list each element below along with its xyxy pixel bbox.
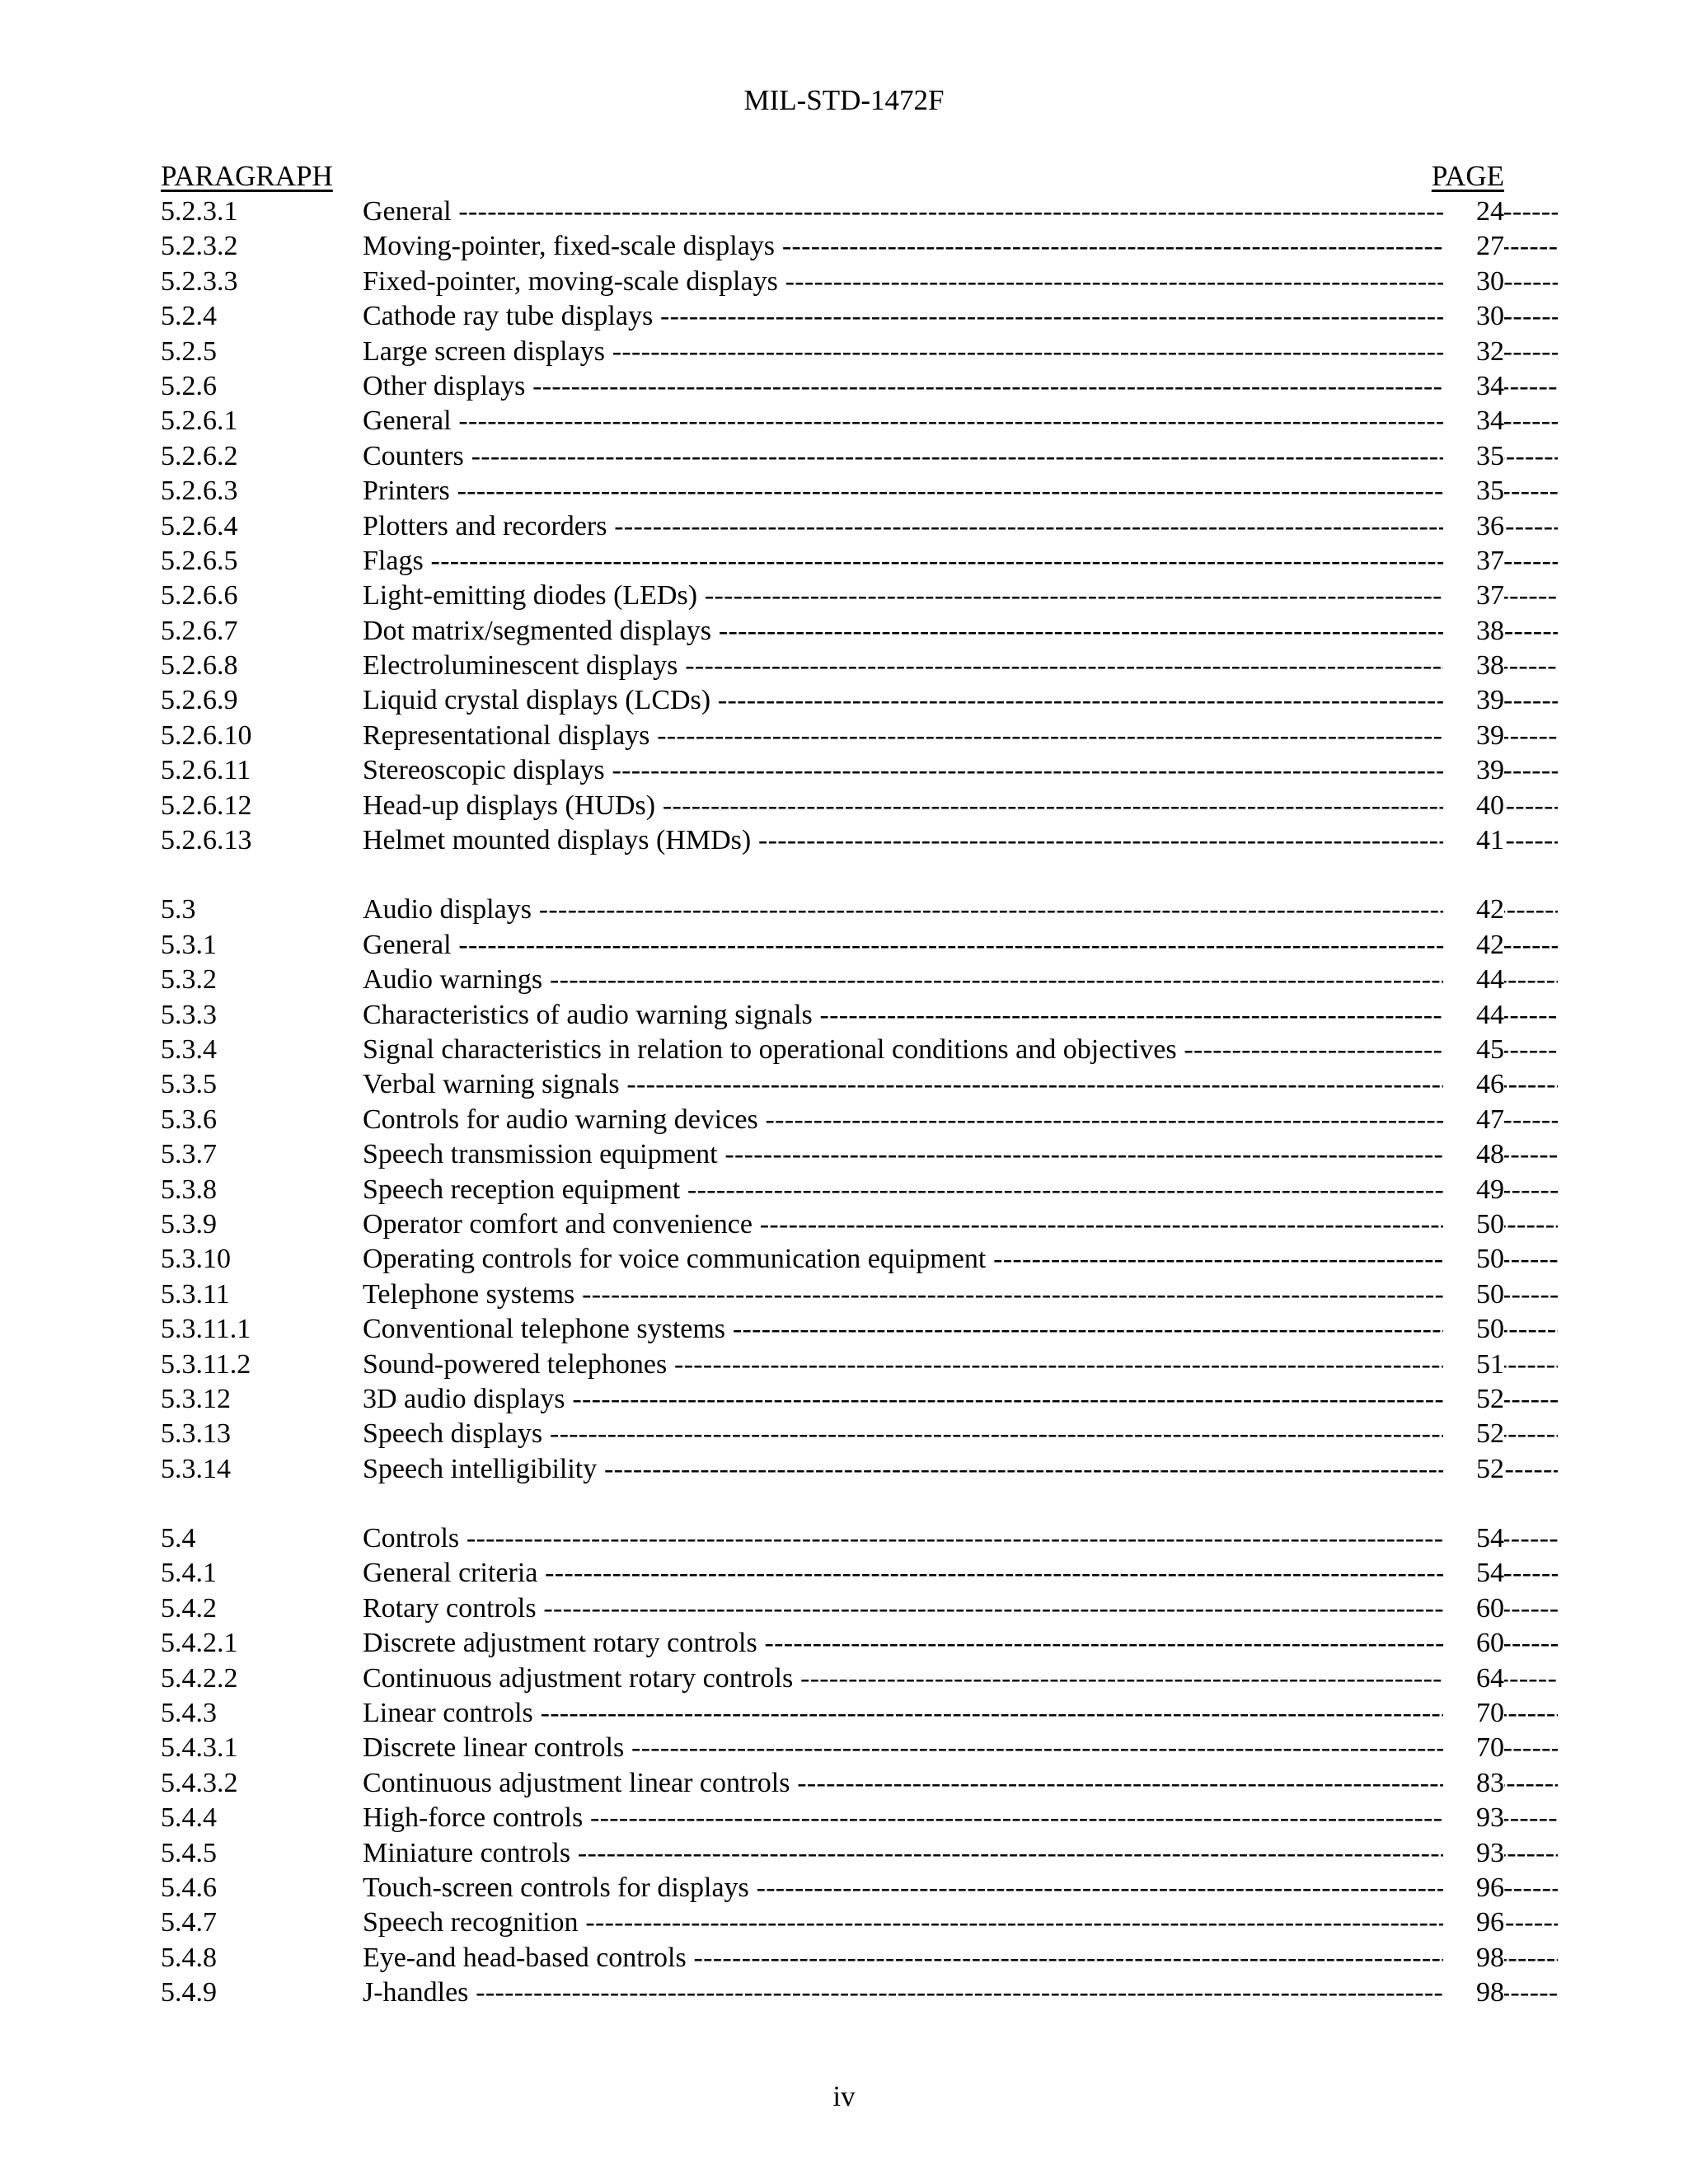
toc-entry-title: Dot matrix/segmented displays ----- [363, 614, 1558, 649]
toc-entry [161, 1731, 1504, 1765]
toc-entry-page: 40 [1443, 789, 1504, 823]
toc-entry-title: Continuous adjustment linear controls ----- [363, 1766, 1558, 1801]
toc-entry-page: 37 [1443, 579, 1504, 613]
toc-entry-title: Liquid crystal displays (LCDs) ----- [363, 683, 1558, 718]
toc-entry-page: 34 [1443, 404, 1504, 438]
toc-entry [161, 404, 1504, 438]
toc-entry [161, 998, 1504, 1033]
toc-entry-page: 37 [1443, 544, 1504, 579]
toc-entry-number: 5.2.6.8 [161, 650, 238, 682]
toc-entry-title: Sound-powered telephones ----- [363, 1347, 1558, 1382]
toc-entry [161, 474, 1504, 509]
toc-entry-title: Signal characteristics in relation to operational conditions and objectives ----- [363, 1033, 1558, 1067]
toc-entry [161, 963, 1504, 997]
toc-entry-number: 5.3.9 [161, 1208, 217, 1240]
toc-entry-title: J-handles ----- [363, 1975, 1558, 2010]
toc-entry-page: 50 [1443, 1277, 1504, 1312]
toc-entry-number: 5.3.14 [161, 1453, 231, 1484]
toc-entry-number: 5.3.11.1 [161, 1314, 251, 1345]
toc-entry [161, 683, 1504, 718]
toc-entry-title: Cathode ray tube displays ----- [363, 299, 1558, 334]
toc-entry-page: 70 [1443, 1731, 1504, 1765]
toc-entry [161, 719, 1504, 753]
toc-entry-number: 5.4.2.1 [161, 1628, 238, 1659]
toc-entry-title: Controls for audio warning devices ----- [363, 1103, 1558, 1137]
toc-entry-page: 64 [1443, 1661, 1504, 1696]
toc-entry-title: Continuous adjustment rotary controls ----- [363, 1661, 1558, 1696]
toc-entry-page: 39 [1443, 753, 1504, 788]
toc-entry-page: 70 [1443, 1696, 1504, 1731]
toc-entry [161, 369, 1504, 404]
toc-entry-title: Speech reception equipment ----- [363, 1173, 1558, 1207]
toc-entry-title: Characteristics of audio warning signals ----- [363, 998, 1558, 1033]
toc-entry [161, 1173, 1504, 1207]
toc-entry-page: 93 [1443, 1836, 1504, 1871]
toc-entry-page: 44 [1443, 998, 1504, 1033]
toc-entry-page: 51 [1443, 1347, 1504, 1382]
toc-entry [161, 544, 1504, 579]
toc-entry-title: Moving-pointer, fixed-scale displays ----- [363, 229, 1558, 264]
toc-entry-page: 54 [1443, 1521, 1504, 1556]
toc-entry-page: 96 [1443, 1905, 1504, 1940]
toc-entry [161, 1626, 1504, 1661]
toc-entry-page: 93 [1443, 1801, 1504, 1835]
toc-entry-number: 5.2.6.1 [161, 405, 238, 437]
toc-entry-number: 5.2.6.10 [161, 719, 252, 751]
toc-entry-number: 5.4.1 [161, 1558, 217, 1589]
toc-entry-page: 48 [1443, 1137, 1504, 1172]
toc-entry [161, 1975, 1504, 2010]
toc-entry-number: 5.4 [161, 1523, 196, 1554]
toc-entry [161, 1941, 1504, 1975]
toc-entry-page: 44 [1443, 963, 1504, 997]
toc-entry-page: 39 [1443, 683, 1504, 718]
toc-entry-number: 5.2.3.2 [161, 231, 238, 262]
toc-entry [161, 1871, 1504, 1905]
toc-entry [161, 1033, 1504, 1067]
toc-entry-page: 54 [1443, 1556, 1504, 1591]
toc-entry-page: 50 [1443, 1312, 1504, 1347]
toc-entry [161, 753, 1504, 788]
toc-entry-title: Telephone systems ----- [363, 1277, 1558, 1312]
toc-entry-number: 5.2.6.12 [161, 790, 252, 821]
toc-entry [161, 1836, 1504, 1871]
toc-entry-title: Other displays ----- [363, 369, 1558, 404]
toc-entry [161, 265, 1504, 299]
toc-entry-title: Speech displays ----- [363, 1417, 1558, 1451]
toc-entry-title: High-force controls ----- [363, 1801, 1558, 1835]
toc-entry-title: Counters ----- [363, 439, 1558, 474]
toc-entry-title: Conventional telephone systems ----- [363, 1312, 1558, 1347]
toc-entry-number: 5.4.3 [161, 1698, 217, 1729]
toc-entry-page: 50 [1443, 1207, 1504, 1242]
toc-entry-page: 34 [1443, 369, 1504, 404]
toc-entry-number: 5.2.5 [161, 335, 217, 367]
toc-entry-number: 5.2.3.3 [161, 265, 238, 297]
toc-entry-page: 42 [1443, 893, 1504, 927]
toc-entry-page: 50 [1443, 1242, 1504, 1277]
toc-entry [161, 1277, 1504, 1312]
toc-entry-number: 5.2.6.5 [161, 545, 238, 576]
toc-entry-page: 41 [1443, 823, 1504, 858]
toc-entry-number: 5.2.6.4 [161, 510, 238, 541]
toc-entry-number: 5.3.11.2 [161, 1348, 251, 1380]
toc-entry-title: Audio warnings ----- [363, 963, 1558, 997]
toc-entry-page: 38 [1443, 614, 1504, 649]
toc-entry-number: 5.3.4 [161, 1033, 217, 1065]
toc-entry-title: Speech intelligibility ----- [363, 1452, 1558, 1487]
toc-entry [161, 1207, 1504, 1242]
toc-entry [161, 509, 1504, 544]
toc-entry [161, 229, 1504, 264]
toc-entry-number: 5.2.6.11 [161, 755, 251, 786]
toc-entry-page: 98 [1443, 1975, 1504, 2010]
toc-entry-page: 39 [1443, 719, 1504, 753]
toc-entry-title: Operating controls for voice communication equipment ----- [363, 1242, 1558, 1277]
toc-entry-page: 96 [1443, 1871, 1504, 1905]
toc-entry-page: 30 [1443, 265, 1504, 299]
toc-entry-number: 5.4.3.1 [161, 1732, 238, 1764]
toc-entry-title: Head-up displays (HUDs) ----- [363, 789, 1558, 823]
toc-entry-title: General ----- [363, 928, 1558, 963]
toc-entry [161, 299, 1504, 334]
toc-entry [161, 1312, 1504, 1347]
toc-entry-number: 5.4.6 [161, 1872, 217, 1903]
toc-entry-title: Eye-and head-based controls ----- [363, 1941, 1558, 1975]
toc-entry [161, 1103, 1504, 1137]
toc-entry [161, 1417, 1504, 1451]
toc-entry-page: 35 [1443, 439, 1504, 474]
toc-entry-title: Controls ----- [363, 1521, 1558, 1556]
toc-entry-title: Flags ----- [363, 544, 1558, 579]
toc-entry-page: 83 [1443, 1766, 1504, 1801]
toc-entry-title: Large screen displays ----- [363, 335, 1558, 369]
toc-entry [161, 789, 1504, 823]
toc-entry-title: Speech transmission equipment ----- [363, 1137, 1558, 1172]
toc-entry-page: 60 [1443, 1626, 1504, 1661]
toc-entry-page: 60 [1443, 1591, 1504, 1626]
toc-entry-number: 5.2.6.2 [161, 440, 238, 471]
toc-entry [161, 1452, 1504, 1487]
toc-entry-page: 52 [1443, 1452, 1504, 1487]
toc-entry [161, 1382, 1504, 1417]
toc-entry-title: 3D audio displays ----- [363, 1382, 1558, 1417]
toc-entry-title: Touch-screen controls for displays ----- [363, 1871, 1558, 1905]
toc-entry-title: Operator comfort and convenience ----- [363, 1207, 1558, 1242]
toc-entry-number: 5.2.4 [161, 301, 217, 332]
toc-entry-number: 5.3.2 [161, 964, 217, 996]
toc-entry-number: 5.3.7 [161, 1139, 217, 1170]
toc-entry-page: 30 [1443, 299, 1504, 334]
toc-entry-title: Helmet mounted displays (HMDs) ----- [363, 823, 1558, 858]
toc-entry-page: 32 [1443, 335, 1504, 369]
toc-entry-number: 5.2.6.7 [161, 615, 238, 646]
toc-entry-number: 5.2.3.1 [161, 196, 238, 227]
toc-entry [161, 1905, 1504, 1940]
toc-entry-number: 5.4.5 [161, 1837, 217, 1868]
toc-entry-title: General ----- [363, 194, 1558, 229]
toc-entry [161, 1556, 1504, 1591]
toc-entry [161, 1801, 1504, 1835]
toc-entry [161, 194, 1504, 229]
paragraph-column-header: PARAGRAPH [161, 160, 333, 192]
toc-entry-title: Representational displays ----- [363, 719, 1558, 753]
toc-entry-title: General ----- [363, 404, 1558, 438]
toc-entry-number: 5.3.5 [161, 1069, 217, 1100]
toc-entry-title: Speech recognition ----- [363, 1905, 1558, 1940]
toc-entry [161, 335, 1504, 369]
toc-entry-title: Electroluminescent displays ----- [363, 649, 1558, 683]
toc-entry-title: Fixed-pointer, moving-scale displays ----- [363, 265, 1558, 299]
toc-entry-number: 5.4.4 [161, 1802, 217, 1834]
toc-entry-page: 45 [1443, 1033, 1504, 1067]
toc-section [161, 1521, 1504, 2010]
toc-entry-page: 98 [1443, 1941, 1504, 1975]
page-number-footer: iv [832, 2080, 856, 2112]
toc-entry-number: 5.3.13 [161, 1418, 231, 1450]
toc-entry-page: 52 [1443, 1417, 1504, 1451]
toc-entry-number: 5.2.6.6 [161, 580, 238, 612]
toc-entry [161, 893, 1504, 927]
toc-entry-page: 36 [1443, 509, 1504, 544]
toc-entry-page: 49 [1443, 1173, 1504, 1207]
toc-entry-page: 38 [1443, 649, 1504, 683]
toc-entry-title: General criteria ----- [363, 1556, 1558, 1591]
toc-entry-page: 42 [1443, 928, 1504, 963]
toc-entry-number: 5.2.6 [161, 370, 217, 401]
toc-entry [161, 614, 1504, 649]
toc-entry-page: 47 [1443, 1103, 1504, 1137]
toc-entry-page: 52 [1443, 1382, 1504, 1417]
toc-entry-title: Audio displays ----- [363, 893, 1558, 927]
document-id-header: MIL-STD-1472F [743, 84, 945, 116]
toc-entry [161, 1067, 1504, 1102]
toc-entry-title: Printers ----- [363, 474, 1558, 509]
toc-entry-number: 5.3.3 [161, 999, 217, 1030]
toc-entry-number: 5.4.9 [161, 1977, 217, 2008]
toc-entry-title: Miniature controls ----- [363, 1836, 1558, 1871]
toc-entry-number: 5.4.2.2 [161, 1662, 238, 1694]
toc-entry [161, 1347, 1504, 1382]
toc-section [161, 194, 1504, 858]
toc-entry-number: 5.4.3.2 [161, 1767, 238, 1798]
page-column-header: PAGE [1431, 160, 1504, 192]
toc-entry [161, 1521, 1504, 1556]
toc-entry [161, 1661, 1504, 1696]
toc-entry [161, 1242, 1504, 1277]
toc-entry-title: Verbal warning signals ----- [363, 1067, 1558, 1102]
toc-entry-number: 5.2.6.3 [161, 476, 238, 507]
toc-entry [161, 1696, 1504, 1731]
toc-entry-number: 5.3.6 [161, 1104, 217, 1135]
toc-entry-title: Discrete linear controls ----- [363, 1731, 1558, 1765]
toc-entry-page: 35 [1443, 474, 1504, 509]
toc-entry [161, 928, 1504, 963]
toc-entry-title: Plotters and recorders ----- [363, 509, 1558, 544]
toc-entry [161, 1766, 1504, 1801]
toc-entry-number: 5.4.2 [161, 1592, 217, 1624]
toc-entry [161, 649, 1504, 683]
toc-entry-title: Rotary controls ----- [363, 1591, 1558, 1626]
toc-entry-number: 5.2.6.13 [161, 825, 252, 856]
toc-entry-number: 5.3.1 [161, 929, 217, 960]
toc-entry-title: Stereoscopic displays ----- [363, 753, 1558, 788]
toc-entry-number: 5.4.8 [161, 1942, 217, 1973]
toc-entry [161, 579, 1504, 613]
toc-entry-number: 5.4.7 [161, 1907, 217, 1938]
toc-entry [161, 823, 1504, 858]
toc-entry-title: Light-emitting diodes (LEDs) ----- [363, 579, 1558, 613]
toc-entry-number: 5.3.8 [161, 1174, 217, 1205]
toc-section [161, 893, 1504, 1487]
toc-entry [161, 439, 1504, 474]
toc-entry-title: Discrete adjustment rotary controls ----- [363, 1626, 1558, 1661]
toc-entry-number: 5.2.6.9 [161, 685, 238, 716]
toc-entry [161, 1591, 1504, 1626]
toc-entry-number: 5.3.12 [161, 1383, 231, 1414]
toc-entry-number: 5.3 [161, 894, 196, 926]
toc-entry-page: 24 [1443, 194, 1504, 229]
toc-entry-page: 27 [1443, 229, 1504, 264]
toc-column-headers [161, 157, 1504, 196]
toc-entry [161, 1137, 1504, 1172]
toc-entry-number: 5.3.11 [161, 1278, 230, 1310]
toc-entry-title: Linear controls ----- [363, 1696, 1558, 1731]
table-of-contents [161, 194, 1504, 2046]
toc-entry-number: 5.3.10 [161, 1244, 231, 1275]
toc-entry-page: 46 [1443, 1067, 1504, 1102]
